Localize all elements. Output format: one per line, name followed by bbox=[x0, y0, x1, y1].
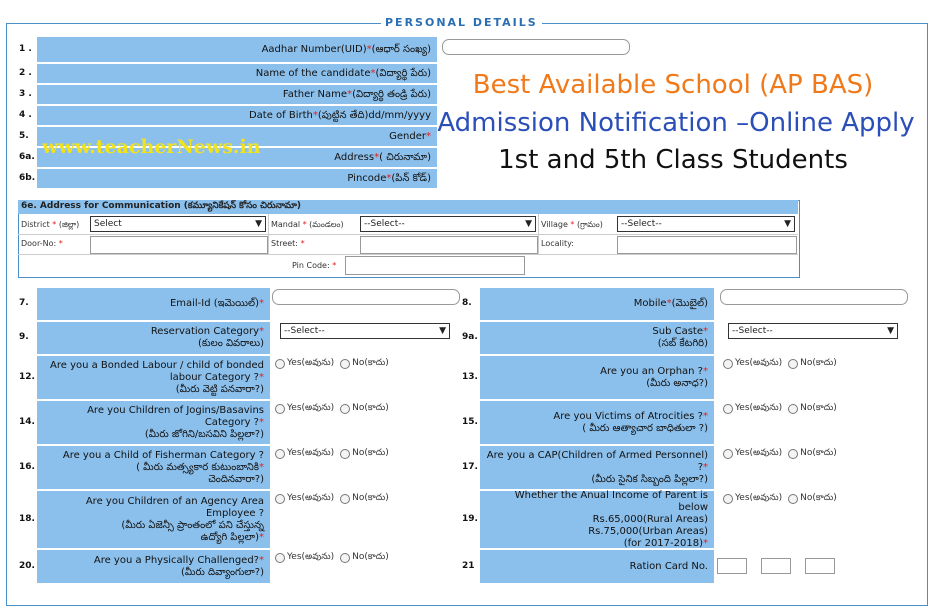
label-line bbox=[151, 326, 264, 338]
street-input[interactable] bbox=[360, 236, 538, 254]
district-select[interactable]: Select ▼ bbox=[90, 216, 266, 232]
label-telugu: చెందినవారా?) bbox=[208, 473, 264, 485]
q13-radio-group[interactable] bbox=[723, 358, 837, 370]
field-label bbox=[480, 401, 714, 444]
label-line bbox=[63, 450, 264, 462]
label-text: ఉద్యోగి పిల్లలా) bbox=[200, 531, 259, 543]
field-label bbox=[480, 491, 714, 548]
label-line bbox=[87, 405, 264, 417]
q18-yes-radio[interactable] bbox=[275, 494, 285, 504]
required-star: * bbox=[259, 298, 264, 309]
required-star: * bbox=[426, 131, 431, 142]
reservation-select[interactable] bbox=[280, 323, 450, 339]
label-line bbox=[698, 462, 708, 474]
label-line bbox=[487, 450, 708, 462]
q16-radio-group[interactable] bbox=[275, 448, 389, 460]
q12-yes-label: Yes(అవును) bbox=[287, 358, 335, 368]
label-line bbox=[170, 298, 264, 310]
label-telugu: (కులం వివరాలు) bbox=[198, 338, 264, 349]
label-telugu: (మీరు జోగిని/బసవిని పిల్లలా?) bbox=[144, 428, 264, 440]
village-label: Village * (గ్రామం) bbox=[541, 220, 603, 229]
field-label-text: Date of Birth bbox=[248, 110, 313, 121]
mobile-input[interactable] bbox=[720, 289, 908, 305]
banner-line1: Best Available School (AP BAS) bbox=[472, 70, 874, 100]
row-number: 14. bbox=[19, 416, 35, 427]
required-star: * bbox=[366, 44, 372, 55]
q14-yes-label: Yes(అవును) bbox=[287, 403, 335, 413]
label-text: Are you a CAP(Children of Armed Personnel) bbox=[486, 449, 708, 461]
label-line bbox=[206, 508, 264, 520]
q12-radio-group[interactable] bbox=[275, 358, 389, 370]
row-number: 7. bbox=[19, 298, 29, 308]
row-number: 8. bbox=[462, 298, 472, 308]
label-line bbox=[198, 338, 264, 350]
email-input[interactable] bbox=[272, 289, 460, 305]
field-label-text: Address bbox=[334, 152, 375, 163]
select-value: --Select-- bbox=[732, 326, 773, 336]
q13-no-label: No(కాదు) bbox=[800, 358, 837, 368]
field-label-text: Pincode bbox=[347, 173, 387, 184]
field-label-text: Aadhar Number(UID) bbox=[261, 44, 367, 55]
label-text: labour Category ? bbox=[169, 371, 259, 383]
label-line bbox=[553, 411, 708, 423]
field-label bbox=[37, 169, 437, 188]
label-line bbox=[181, 567, 264, 579]
field-label bbox=[480, 322, 714, 354]
row-number: 4 . bbox=[19, 109, 32, 120]
field-label bbox=[37, 288, 270, 320]
banner-line2: Admission Notification –Online Apply bbox=[437, 108, 915, 138]
label-telugu: (సబ్ కేటగిరి) bbox=[657, 338, 708, 349]
field-label bbox=[480, 288, 714, 320]
q14-radio-group[interactable] bbox=[275, 403, 389, 415]
label-line bbox=[170, 372, 264, 384]
q18-no-label: No(కాదు) bbox=[352, 493, 389, 503]
q20-yes-radio[interactable] bbox=[275, 553, 285, 563]
label-telugu: Rs.75,000(Urban Areas) bbox=[588, 525, 708, 537]
label-telugu: (మీరు అనాధ?) bbox=[646, 377, 708, 389]
label-text: Email-Id (ఇమెయిల్) bbox=[169, 298, 259, 309]
required-star: * bbox=[259, 461, 264, 473]
required-star: * bbox=[386, 173, 392, 184]
section-title: PERSONAL DETAILS bbox=[381, 16, 542, 29]
subcaste-select[interactable] bbox=[728, 323, 898, 339]
pincode-comm-label: Pin Code: * bbox=[292, 261, 337, 270]
required-star: * bbox=[259, 326, 264, 337]
label-line bbox=[658, 338, 708, 350]
label-line bbox=[634, 298, 708, 310]
q14-no-radio[interactable] bbox=[340, 404, 350, 414]
row-number: 17. bbox=[462, 461, 478, 472]
label-line bbox=[600, 366, 708, 378]
field-label-telugu: ( చిరునామా) bbox=[379, 151, 431, 163]
label-text: Are you an Orphan ? bbox=[600, 365, 703, 377]
label-line bbox=[646, 378, 708, 390]
q20-no-radio[interactable] bbox=[340, 553, 350, 563]
label-text: Employee ? bbox=[205, 507, 264, 519]
row-number: 5. bbox=[19, 130, 29, 141]
q17-no-radio[interactable] bbox=[788, 449, 798, 459]
row-number: 6b. bbox=[19, 172, 36, 183]
label-line bbox=[624, 538, 708, 550]
required-star: * bbox=[374, 152, 380, 163]
label-text: Sub Caste bbox=[652, 326, 703, 337]
label-line bbox=[652, 326, 708, 338]
label-text: Are you Victims of Atrocities ? bbox=[553, 410, 703, 422]
mandal-select[interactable]: --Select-- ▼ bbox=[360, 216, 536, 232]
row-number: 20. bbox=[19, 560, 35, 571]
label-text: Are you a Bonded Labour / child of bonded bbox=[50, 359, 264, 371]
q13-no-radio[interactable] bbox=[788, 359, 798, 369]
row-number: 9. bbox=[19, 332, 29, 342]
q17-yes-radio[interactable] bbox=[723, 449, 733, 459]
q18-no-radio[interactable] bbox=[340, 494, 350, 504]
q19-no-label: No(కాదు) bbox=[800, 493, 837, 503]
banner-line3: 1st and 5th Class Students bbox=[498, 145, 848, 175]
label-line bbox=[591, 474, 708, 486]
field-label bbox=[37, 446, 270, 489]
required-star: * bbox=[259, 554, 264, 566]
q12-yes-radio[interactable] bbox=[275, 359, 285, 369]
address-title: 6e. Address for Communication (కమ్యూనికేషన్ కోసం చిరునామా) bbox=[18, 200, 798, 214]
required-star: * bbox=[259, 531, 264, 543]
label-text: Mobile bbox=[633, 298, 667, 309]
label-line bbox=[593, 514, 708, 526]
ration-card-input[interactable] bbox=[761, 558, 791, 574]
label-text: ? bbox=[697, 461, 703, 473]
label-text: Are you Children of an Agency Area bbox=[85, 495, 264, 507]
label-telugu: (మీరు వెట్టి పనవారా?) bbox=[175, 383, 264, 395]
chevron-down-icon: ▼ bbox=[887, 326, 894, 336]
field-label bbox=[480, 550, 714, 583]
field-label-telugu: (విద్యార్థి పేరు) bbox=[375, 67, 431, 79]
q19-yes-label: Yes(అవును) bbox=[735, 493, 783, 503]
label-text: Reservation Category bbox=[150, 326, 259, 337]
q18-yes-label: Yes(అవును) bbox=[287, 493, 335, 503]
field-label bbox=[37, 64, 437, 83]
q18-radio-group[interactable] bbox=[275, 493, 389, 505]
field-label-text: Name of the candidate bbox=[255, 68, 371, 79]
required-star: * bbox=[370, 68, 376, 79]
ration-card-input[interactable] bbox=[805, 558, 835, 574]
label-line bbox=[630, 561, 708, 573]
row-number: 19. bbox=[462, 513, 478, 524]
label-line bbox=[145, 429, 264, 441]
q19-radio-group[interactable] bbox=[723, 493, 837, 505]
ration-card-input[interactable] bbox=[717, 558, 747, 574]
label-text: Category ? bbox=[204, 416, 259, 428]
q16-yes-radio[interactable] bbox=[275, 449, 285, 459]
select-value: --Select-- bbox=[284, 326, 325, 336]
q13-yes-radio[interactable] bbox=[723, 359, 733, 369]
q16-no-radio[interactable] bbox=[340, 449, 350, 459]
label-line bbox=[121, 520, 264, 532]
district-label: District * (జిల్లా) bbox=[21, 220, 80, 229]
field-label bbox=[37, 106, 437, 125]
required-star: * bbox=[259, 416, 264, 428]
row-number: 2 . bbox=[19, 67, 32, 78]
field-label bbox=[37, 401, 270, 444]
label-text: Are you a Child of Fisherman Category ? bbox=[62, 449, 264, 461]
required-star: * bbox=[703, 326, 708, 337]
field-label-telugu: (ఆధార్ సంఖ్య) bbox=[371, 43, 431, 55]
field-label bbox=[480, 356, 714, 399]
label-text: ( మీరు మత్స్యకార కుటుంబానికి bbox=[136, 461, 259, 473]
label-text: Ration Card No. bbox=[629, 560, 708, 572]
locality-label: Locality: bbox=[541, 239, 574, 248]
row-number: 18. bbox=[19, 513, 35, 524]
q14-yes-radio[interactable] bbox=[275, 404, 285, 414]
chevron-down-icon: ▼ bbox=[439, 326, 446, 336]
required-star: * bbox=[666, 298, 672, 309]
q16-yes-label: Yes(అవును) bbox=[287, 448, 335, 458]
field-label bbox=[480, 446, 714, 489]
field-label bbox=[37, 550, 270, 583]
label-telugu: ( మీరు ఆత్యాచార బాధితులా ?) bbox=[582, 422, 708, 434]
label-text: (for 2017-2018) bbox=[623, 537, 703, 549]
field-label-telugu: (పిన్ కోడ్) bbox=[391, 172, 431, 184]
field-label-telugu: (విద్యార్థి తండ్రి పేరు) bbox=[352, 88, 431, 100]
q12-no-label: No(కాదు) bbox=[352, 358, 389, 368]
required-star: * bbox=[703, 365, 708, 377]
label-line bbox=[201, 532, 264, 544]
q12-no-radio[interactable] bbox=[340, 359, 350, 369]
label-telugu: (మీరు సైనిక సిబ్బంది పిల్లలా?) bbox=[591, 473, 708, 485]
aadhar-input[interactable] bbox=[442, 39, 630, 55]
field-label bbox=[37, 491, 270, 548]
label-line bbox=[205, 417, 264, 429]
row-number: 6a. bbox=[19, 151, 35, 162]
q20-radio-group[interactable] bbox=[275, 552, 389, 564]
label-line bbox=[176, 384, 264, 396]
q20-yes-label: Yes(అవును) bbox=[287, 552, 335, 562]
field-label-text: Gender bbox=[389, 131, 426, 142]
q16-no-label: No(కాదు) bbox=[352, 448, 389, 458]
q14-no-label: No(కాదు) bbox=[352, 403, 389, 413]
q17-yes-label: Yes(అవును) bbox=[735, 448, 783, 458]
pincode-comm-input[interactable] bbox=[345, 256, 525, 275]
q15-no-radio[interactable] bbox=[788, 404, 798, 414]
label-text: Rs.65,000(Rural Areas) bbox=[592, 513, 708, 525]
doorno-input[interactable] bbox=[90, 236, 268, 254]
field-label bbox=[37, 356, 270, 399]
row-number: 9a. bbox=[462, 332, 478, 342]
label-line bbox=[86, 496, 264, 508]
q19-no-radio[interactable] bbox=[788, 494, 798, 504]
required-star: * bbox=[347, 89, 353, 100]
label-text: Are you a Physically Challenged? bbox=[93, 554, 259, 566]
label-line bbox=[588, 526, 708, 538]
label-line bbox=[486, 490, 708, 514]
row-number: 1 . bbox=[19, 43, 32, 54]
q15-no-label: No(కాదు) bbox=[800, 403, 837, 413]
q19-yes-radio[interactable] bbox=[723, 494, 733, 504]
row-number: 13. bbox=[462, 371, 478, 382]
label-telugu: (మొబైల్) bbox=[671, 298, 708, 309]
label-text: Whether the Anual Income of Parent is below bbox=[514, 489, 708, 513]
required-star: * bbox=[312, 110, 318, 121]
row-number: 3 . bbox=[19, 88, 32, 99]
field-label bbox=[37, 85, 437, 104]
mandal-label: Mandal * (మండలం) bbox=[271, 220, 344, 229]
required-star: * bbox=[703, 537, 708, 549]
doorno-label: Door-No: * bbox=[21, 239, 63, 248]
label-line bbox=[208, 474, 264, 486]
row-number: 21 bbox=[462, 560, 475, 571]
label-line bbox=[582, 423, 708, 435]
label-telugu: (మీరు ఏజెన్సీ ప్రాంతంలో పని చేస్తున్న bbox=[121, 519, 264, 531]
locality-input[interactable] bbox=[617, 236, 797, 254]
q15-radio-group[interactable] bbox=[723, 403, 837, 415]
row-number: 15. bbox=[462, 416, 478, 427]
label-line bbox=[94, 555, 264, 567]
required-star: * bbox=[259, 371, 264, 383]
required-star: * bbox=[703, 461, 708, 473]
q13-yes-label: Yes(అవును) bbox=[735, 358, 783, 368]
label-line bbox=[50, 360, 264, 372]
q17-no-label: No(కాదు) bbox=[800, 448, 837, 458]
required-star: * bbox=[703, 410, 708, 422]
label-text: Are you Children of Jogins/Basavins bbox=[87, 404, 264, 416]
field-label bbox=[37, 322, 270, 354]
field-label bbox=[37, 37, 437, 62]
q15-yes-radio[interactable] bbox=[723, 404, 733, 414]
village-select[interactable]: --Select-- ▼ bbox=[617, 216, 795, 232]
q15-yes-label: Yes(అవును) bbox=[735, 403, 783, 413]
row-number: 12. bbox=[19, 371, 35, 382]
label-line bbox=[136, 462, 264, 474]
street-label: Street: * bbox=[271, 239, 305, 248]
watermark: www.teacherNews.in bbox=[42, 136, 261, 158]
q20-no-label: No(కాదు) bbox=[352, 552, 389, 562]
field-label-text: Father Name bbox=[282, 89, 348, 100]
q17-radio-group[interactable] bbox=[723, 448, 837, 460]
row-number: 16. bbox=[19, 461, 35, 472]
field-label-telugu: (పుట్టిన తేది)dd/mm/yyyy bbox=[317, 109, 431, 121]
label-telugu: (మీరు దివ్యాంగులా?) bbox=[181, 566, 264, 578]
